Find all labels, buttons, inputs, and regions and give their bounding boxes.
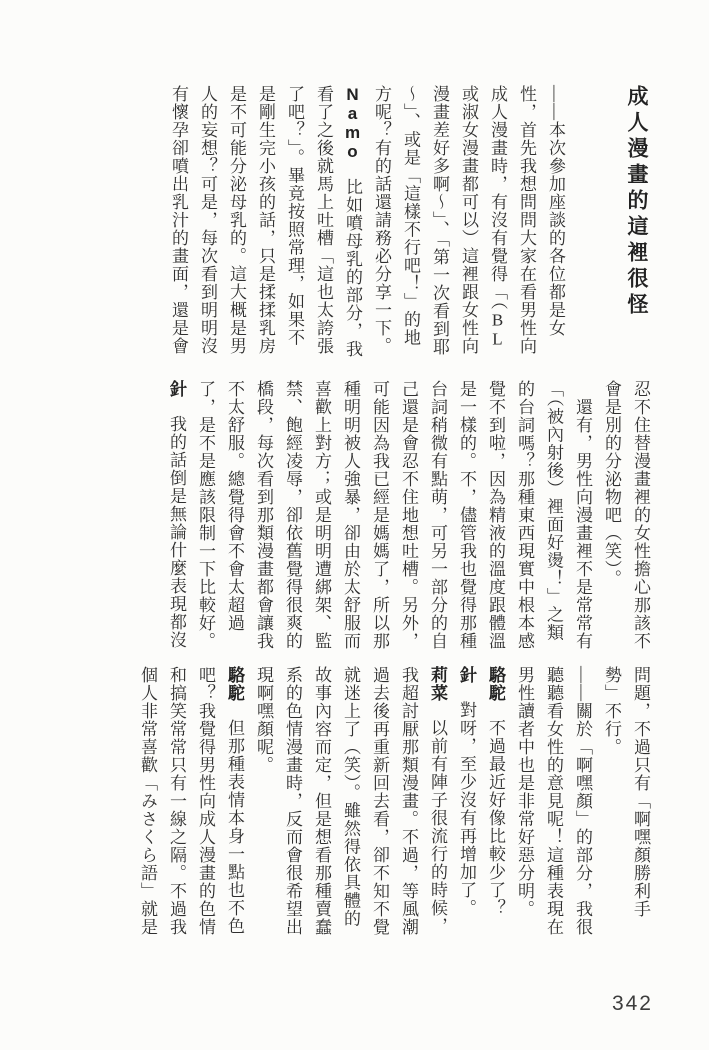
hari-continued-paragraph: 問題，不過只有「啊嘿顏勝利手勢」不行。 <box>602 666 650 918</box>
section-top <box>58 85 655 359</box>
rina-paragraph <box>249 666 452 940</box>
namo-text: 比如噴母乳的部分，我看了之後就馬上吐槽「這也太誇張了吧？」。畢竟按照常理，如果不是剛生完小孩的話，只是揉揉乳房是不可能分泌母乳的。這大概是男人的妄想？可是，每次看到明明沒有懷孕卻噴出乳汁的畫面，還是會 <box>169 85 362 358</box>
namo-second-paragraph: 還有，男性向漫畫裡不是常常有「（被內射後）裡面好燙！」之類的台詞嗎？那種東西現實中根本感覺不到啦，因為精液的溫度跟體溫是一樣的。不，儘管我也覺得那種台詞稍微有點萌，可另一部分的自己還是會忍不住地想吐槽。另外，可能因為我已經是媽媽了，所以那種明明被人強暴，卻由於太舒服而喜歡上對方；或是明明遭綁架、監禁、飽經凌辱，卻依舊覺得很爽的橋段，每次看到那類漫畫都會讓我不太舒服。總覺得會不會太超過了，是不是應該限制一下比較好。 <box>196 380 592 650</box>
hari-reply-paragraph <box>452 666 481 940</box>
latin-bl-text: BL <box>488 310 507 349</box>
section-middle <box>58 380 655 654</box>
speaker-namo: Namo <box>343 85 362 161</box>
rakuda-text: 不過最近好像比較少了？ <box>486 719 505 917</box>
hari-text: 我的話倒是無論什麼表現都沒 <box>167 415 186 649</box>
page-title: 成人漫畫的這裡很怪 <box>625 85 648 319</box>
moderator-question-pre: ——本次參加座談的各位都是女性，首先我想問問大家在看男性向成人漫畫時，有沒有覺得「（ <box>488 85 565 355</box>
moderator-question-paragraph <box>367 85 570 359</box>
rina-text: 以前有陣子很流行的時候，我超討厭那類漫畫。不過，等風潮過去後再重新回去看，卻不知不覺就迷上了（笑）。雖然得依具體的故事內容而定，但是想看那種賣蠢系的色情漫畫時，反而會很希望出現啊嘿顏呢。 <box>254 666 447 936</box>
speaker-hari: 針 <box>167 380 186 398</box>
speaker-rakuda: 駱駝 <box>486 666 505 702</box>
namo-paragraph <box>164 85 367 359</box>
rakuda-second-paragraph <box>133 666 249 940</box>
moderator-question-post: 或淑女漫畫都可以）這裡跟女性向漫畫差好多啊～」、「第一次看到耶～」、或是「這樣不行吧！」的地方呢？有的話還請務必分享一下。 <box>372 85 478 356</box>
speaker-rakuda-2: 駱駝 <box>225 666 244 702</box>
page-number: 342 <box>611 992 653 1015</box>
namo-continued-paragraph: 忍不住替漫畫裡的女性擔心那該不會是別的分泌物吧（笑）。 <box>602 380 650 650</box>
hari-paragraph <box>162 380 191 654</box>
rakuda-second-text: 但那種表情本身一點也不色吧？我覺得男性向成人漫畫的色情和搞笑常常只有一線之隔。不過我個人非常喜歡「みさくら語」就是 <box>138 666 244 936</box>
speaker-hari-2: 針 <box>457 666 476 684</box>
hari-reply-text: 對呀，至少沒有再增加了。 <box>457 701 476 917</box>
moderator-ahegao-paragraph: ——關於「啊嘿顏」的部分，我很聽聽看女性的意見呢！這種表現在男性讀者中也是非常好惡分明。 <box>515 666 592 936</box>
section-bottom <box>58 666 655 940</box>
speaker-rina: 莉菜 <box>428 666 447 702</box>
rakuda-paragraph <box>481 666 510 940</box>
